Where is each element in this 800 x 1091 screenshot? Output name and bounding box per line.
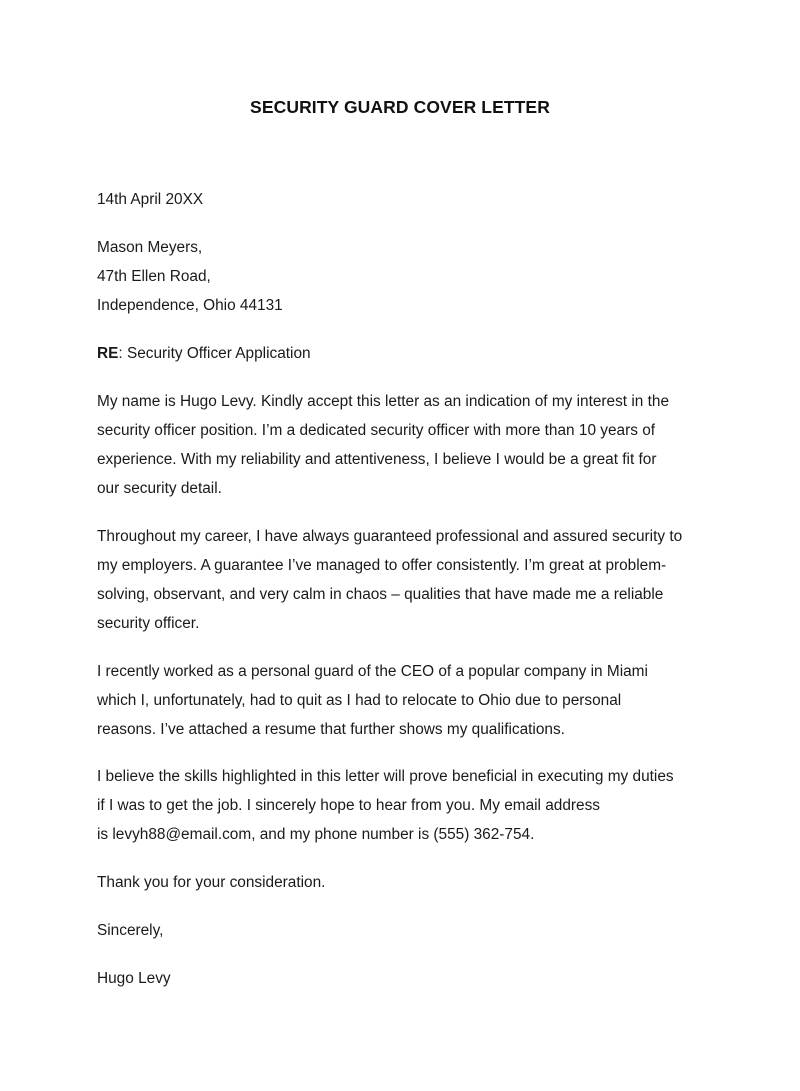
closing-thanks: Thank you for your consideration. [97, 874, 326, 891]
paragraph-1-line: My name is Hugo Levy. Kindly accept this letter as an indication of my interest in the [97, 393, 670, 410]
subject-label: RE [97, 345, 119, 362]
recipient-name: Mason Meyers, [97, 239, 203, 256]
paragraph-2-line: solving, observant, and very calm in chaos – qualities that have made me a reliable [97, 586, 664, 603]
subject-text: : Security Officer Application [118, 345, 311, 362]
paragraph-4-line: if I was to get the job. I sincerely hope to hear from you. My email address [97, 797, 600, 814]
subject-line [97, 344, 311, 364]
paragraph-4-line: I believe the skills highlighted in this letter will prove beneficial in executing my duties [97, 768, 674, 785]
paragraph-1-line: experience. With my reliability and attentiveness, I believe I would be a great fit for [97, 451, 657, 468]
letter-date: 14th April 20XX [97, 191, 204, 208]
paragraph-3-line: which I, unfortunately, had to quit as I had to relocate to Ohio due to personal [97, 692, 622, 709]
paragraph-3-line: reasons. I’ve attached a resume that further shows my qualifications. [97, 721, 565, 738]
recipient-city: Independence, Ohio 44131 [97, 297, 283, 314]
paragraph-3-line: I recently worked as a personal guard of the CEO of a popular company in Miami [97, 663, 648, 680]
paragraph-1-line: security officer position. I’m a dedicated security officer with more than 10 years of [97, 422, 656, 439]
paragraph-2-line: my employers. A guarantee I’ve managed to offer consistently. I’m great at problem- [97, 557, 667, 574]
document-title: SECURITY GUARD COVER LETTER [250, 97, 550, 117]
paragraph-2-line: Throughout my career, I have always guaranteed professional and assured security to [97, 528, 683, 545]
recipient-street: 47th Ellen Road, [97, 268, 211, 285]
sign-off: Sincerely, [97, 922, 164, 939]
paragraph-2-line: security officer. [97, 615, 200, 632]
paragraph-4-line: is levyh88@email.com, and my phone number is (555) 362-754. [97, 826, 535, 843]
paragraph-1-line: our security detail. [97, 480, 222, 497]
signature: Hugo Levy [97, 970, 171, 987]
